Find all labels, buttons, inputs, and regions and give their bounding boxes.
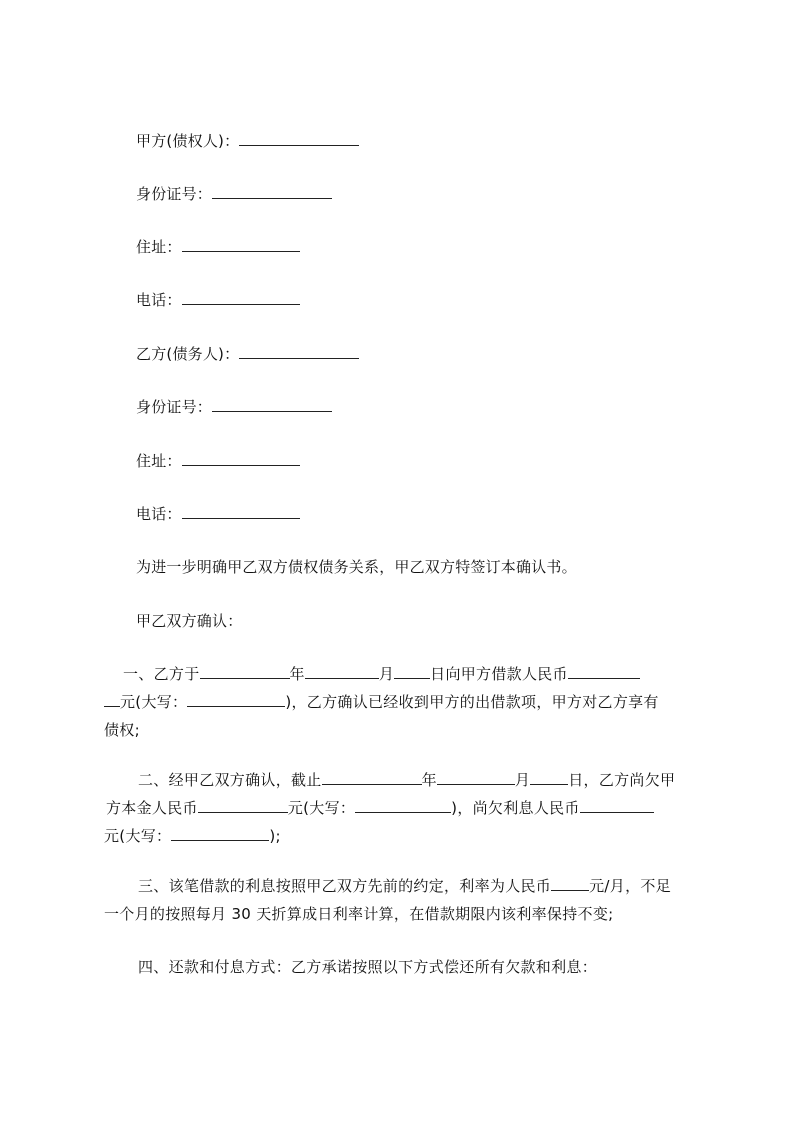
clause-2-interest-capital-blank[interactable] [171,826,269,841]
party-b-id-label: 身份证号： [136,398,213,416]
party-a-phone-line [136,290,300,310]
party-a-id-label: 身份证号： [136,185,213,203]
clause-2-text-a: 二、经甲乙双方确认，截止 [138,771,322,789]
party-a-phone-label: 电话： [136,291,182,309]
clause-1-row-3: 债权; [104,721,140,739]
clause-1 [104,660,704,744]
clause-4: 四、还款和付息方式：乙方承诺按照以下方式偿还所有欠款和利息： [138,958,598,976]
clause-3 [104,872,704,928]
party-b-name-blank[interactable] [239,344,359,359]
clause-3-row-1 [104,872,704,900]
clause-3-rate-blank[interactable] [551,876,589,891]
clause-3-text-b: 元/月，不足 [589,877,671,895]
clause-1-text-year: 年 [289,665,305,683]
party-a-address-line [136,237,300,257]
clause-2-text-f: 元(大写： [287,799,356,817]
clause-3-text-a: 三、该笔借款的利息按照甲乙双方先前的约定，利率为人民币 [138,877,552,895]
party-b-title-line [136,344,359,364]
clause-2-year-blank[interactable] [322,770,422,785]
clause-2-principal-capital-blank[interactable] [355,798,451,813]
clause-2-row-1 [104,766,704,794]
clause-2-text-e: 方本金人民币 [106,799,198,817]
clause-2-text-i: ); [269,827,281,845]
party-a-title: 甲方(债权人)： [136,132,240,150]
confirm-heading: 甲乙双方确认： [136,612,243,630]
clause-1-row-1 [104,660,704,688]
clause-2-text-d: 日，乙方尚欠甲 [568,771,676,789]
clause-1-year-blank[interactable] [200,664,290,679]
clause-1-text-e: 元(大写： [120,693,188,711]
clause-1-month-blank[interactable] [305,664,379,679]
clause-2-text-h: 元(大写： [104,827,172,845]
party-b-id-line [136,397,332,417]
party-a-id-blank[interactable] [212,184,332,199]
clause-2-text-g: )，尚欠利息人民币 [451,799,580,817]
clause-2-day-blank[interactable] [530,770,568,785]
party-a-address-blank[interactable] [182,237,300,252]
clause-1-text-d: 日向甲方借款人民币 [430,665,568,683]
clause-2-month-blank[interactable] [437,770,515,785]
party-b-title: 乙方(债务人)： [136,345,240,363]
clause-1-row-2 [104,688,704,716]
party-b-phone-blank[interactable] [182,504,300,519]
party-b-address-label: 住址： [136,452,182,470]
clause-2-principal-blank[interactable] [198,798,288,813]
clause-2-row-3 [104,822,704,850]
party-b-phone-line [136,504,300,524]
party-a-id-line [136,184,332,204]
party-b-address-line [136,451,300,471]
clause-2-text-month: 月 [514,771,531,789]
clause-1-amount-blank[interactable] [568,664,640,679]
clause-1-text-month: 月 [378,665,395,683]
party-a-address-label: 住址： [136,238,182,256]
party-b-phone-label: 电话： [136,505,182,523]
clause-1-day-blank[interactable] [394,664,430,679]
clause-3-row-2: 一个月的按照每月 30 天折算成日利率计算，在借款期限内该利率保持不变; [104,905,614,923]
party-a-title-line [136,131,359,151]
party-a-phone-blank[interactable] [182,290,300,305]
clause-1-capital-blank[interactable] [187,692,285,707]
clause-1-text-a: 一、乙方于 [123,665,200,683]
party-a-name-blank[interactable] [239,131,359,146]
clause-2 [104,766,704,850]
clause-2-row-2 [104,794,704,822]
intro-paragraph: 为进一步明确甲乙双方债权债务关系，甲乙双方特签订本确认书。 [136,558,577,576]
party-b-id-blank[interactable] [212,397,332,412]
clause-1-text-f: )，乙方确认已经收到甲方的出借款项，甲方对乙方享有 [285,693,659,711]
clause-2-text-year: 年 [421,771,437,789]
clause-2-interest-blank[interactable] [580,798,654,813]
clause-1-amount-blank-cont[interactable] [104,692,120,707]
party-b-address-blank[interactable] [182,451,300,466]
